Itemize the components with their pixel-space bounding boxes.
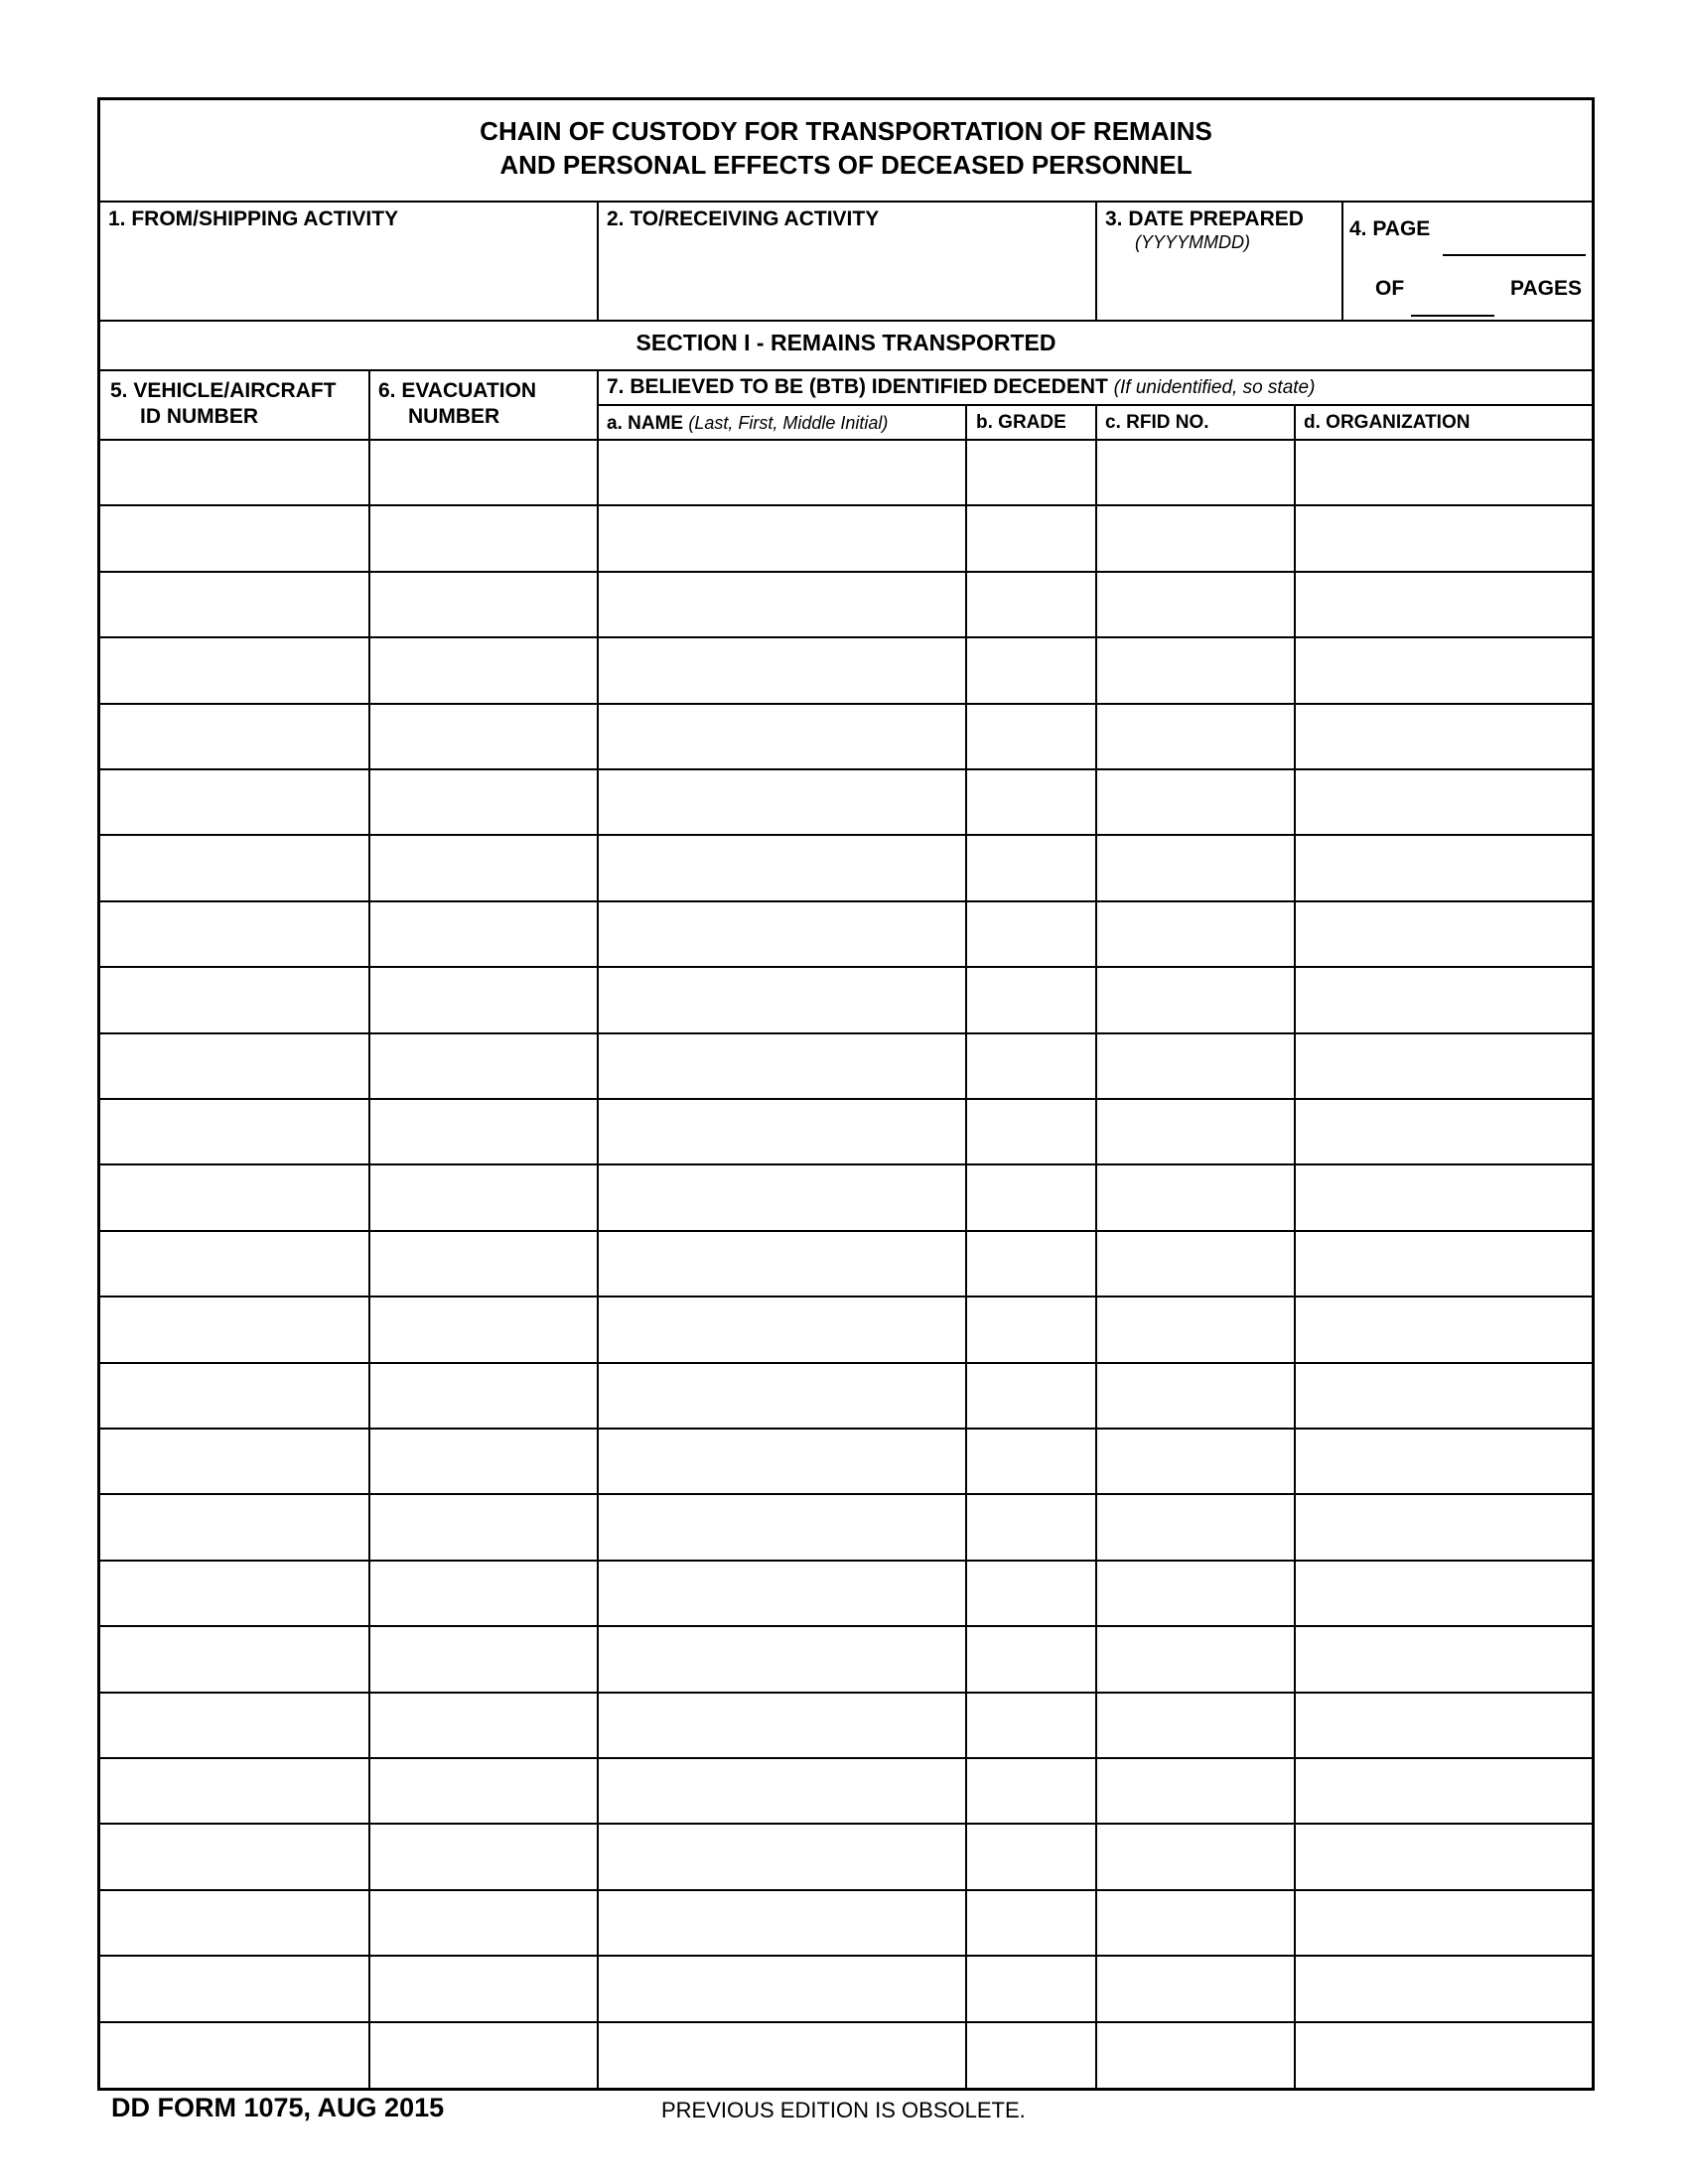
grade-cell[interactable] bbox=[967, 836, 1095, 899]
vehicle-aircraft-id-cell[interactable] bbox=[100, 902, 368, 966]
vehicle-aircraft-id-cell[interactable] bbox=[100, 1364, 368, 1428]
from-shipping-activity-field[interactable] bbox=[100, 203, 597, 320]
vehicle-aircraft-id-cell[interactable] bbox=[100, 968, 368, 1031]
grade-cell[interactable] bbox=[967, 1957, 1095, 2020]
divider bbox=[100, 369, 1592, 371]
of-label: OF bbox=[1375, 277, 1405, 300]
evacuation-number-cell[interactable] bbox=[370, 1100, 597, 1163]
evacuation-number-cell[interactable] bbox=[370, 836, 597, 899]
evacuation-number-header-line2: NUMBER bbox=[408, 405, 500, 428]
to-receiving-activity-field[interactable] bbox=[599, 203, 1095, 320]
table-row bbox=[100, 770, 1592, 834]
organization-cell[interactable] bbox=[1296, 705, 1592, 768]
table-row bbox=[100, 441, 1592, 504]
decedent-name-cell[interactable] bbox=[599, 1034, 965, 1098]
form-frame bbox=[97, 97, 1595, 2091]
rfid-number-cell[interactable] bbox=[1097, 573, 1294, 636]
rfid-number-cell[interactable] bbox=[1097, 1891, 1294, 1955]
divider bbox=[100, 320, 1592, 322]
organization-cell[interactable] bbox=[1296, 1891, 1592, 1955]
organization-column-header: d. ORGANIZATION bbox=[1304, 412, 1471, 433]
name-column-header bbox=[607, 410, 888, 437]
decedent-name-cell[interactable] bbox=[599, 638, 965, 702]
table-row bbox=[100, 1495, 1592, 1559]
grade-cell[interactable] bbox=[967, 1430, 1095, 1493]
organization-cell[interactable] bbox=[1296, 1165, 1592, 1229]
table-row bbox=[100, 1825, 1592, 1888]
grade-cell[interactable] bbox=[967, 1165, 1095, 1229]
vehicle-aircraft-id-cell[interactable] bbox=[100, 506, 368, 570]
vehicle-aircraft-id-cell[interactable] bbox=[100, 2023, 368, 2087]
organization-cell[interactable] bbox=[1296, 770, 1592, 834]
evacuation-number-cell[interactable] bbox=[370, 902, 597, 966]
rfid-number-cell[interactable] bbox=[1097, 1495, 1294, 1559]
decedent-name-cell[interactable] bbox=[599, 902, 965, 966]
decedent-name-cell[interactable] bbox=[599, 2023, 965, 2087]
grade-cell[interactable] bbox=[967, 573, 1095, 636]
form-title-line1: CHAIN OF CUSTODY FOR TRANSPORTATION OF REMAINS bbox=[480, 116, 1212, 146]
vehicle-aircraft-id-cell[interactable] bbox=[100, 1759, 368, 1823]
rfid-number-cell[interactable] bbox=[1097, 902, 1294, 966]
rfid-number-cell[interactable] bbox=[1097, 1825, 1294, 1888]
vehicle-aircraft-id-cell[interactable] bbox=[100, 1430, 368, 1493]
form-id: DD FORM 1075, AUG 2015 bbox=[111, 2093, 445, 2122]
table-row bbox=[100, 2023, 1592, 2087]
organization-cell[interactable] bbox=[1296, 1759, 1592, 1823]
grade-cell[interactable] bbox=[967, 1694, 1095, 1757]
evacuation-number-cell[interactable] bbox=[370, 1694, 597, 1757]
decedent-name-cell[interactable] bbox=[599, 1495, 965, 1559]
table-row bbox=[100, 1364, 1592, 1428]
decedent-name-cell[interactable] bbox=[599, 1891, 965, 1955]
grade-cell[interactable] bbox=[967, 1364, 1095, 1428]
table-row bbox=[100, 1694, 1592, 1757]
rfid-number-cell[interactable] bbox=[1097, 506, 1294, 570]
table-row bbox=[100, 836, 1592, 899]
grade-cell[interactable] bbox=[967, 638, 1095, 702]
to-receiving-activity-label: 2. TO/RECEIVING ACTIVITY bbox=[607, 207, 880, 230]
name-column-label: a. NAME bbox=[607, 413, 684, 434]
organization-cell[interactable] bbox=[1296, 968, 1592, 1031]
rfid-column-header: c. RFID NO. bbox=[1105, 412, 1209, 433]
rfid-number-cell[interactable] bbox=[1097, 836, 1294, 899]
rfid-number-cell[interactable] bbox=[1097, 1562, 1294, 1625]
table-row bbox=[100, 1430, 1592, 1493]
decedent-name-cell[interactable] bbox=[599, 1165, 965, 1229]
evacuation-number-cell[interactable] bbox=[370, 1891, 597, 1955]
rfid-number-cell[interactable] bbox=[1097, 1627, 1294, 1691]
decedent-name-cell[interactable] bbox=[599, 1694, 965, 1757]
rfid-number-cell[interactable] bbox=[1097, 1232, 1294, 1296]
page-number-line[interactable] bbox=[1443, 254, 1586, 256]
organization-cell[interactable] bbox=[1296, 573, 1592, 636]
section-1-title: SECTION I - REMAINS TRANSPORTED bbox=[635, 330, 1056, 355]
decedent-name-cell[interactable] bbox=[599, 1759, 965, 1823]
vehicle-aircraft-id-cell[interactable] bbox=[100, 836, 368, 899]
evacuation-number-cell[interactable] bbox=[370, 1627, 597, 1691]
decedent-name-cell[interactable] bbox=[599, 1297, 965, 1361]
vehicle-aircraft-id-cell[interactable] bbox=[100, 441, 368, 504]
table-row bbox=[100, 1232, 1592, 1296]
table-row bbox=[100, 1034, 1592, 1098]
organization-cell[interactable] bbox=[1296, 1430, 1592, 1493]
organization-cell[interactable] bbox=[1296, 1495, 1592, 1559]
vehicle-aircraft-id-cell[interactable] bbox=[100, 770, 368, 834]
grade-cell[interactable] bbox=[967, 1627, 1095, 1691]
evacuation-number-cell[interactable] bbox=[370, 2023, 597, 2087]
organization-cell[interactable] bbox=[1296, 902, 1592, 966]
pages-label: PAGES bbox=[1510, 277, 1582, 300]
organization-cell[interactable] bbox=[1296, 1100, 1592, 1163]
table-row bbox=[100, 1165, 1592, 1229]
btb-decedent-title: 7. BELIEVED TO BE (BTB) IDENTIFIED DECEDENT bbox=[607, 375, 1108, 398]
evacuation-number-cell[interactable] bbox=[370, 1165, 597, 1229]
decedent-name-cell[interactable] bbox=[599, 1957, 965, 2020]
vehicle-aircraft-id-cell[interactable] bbox=[100, 1694, 368, 1757]
table-row bbox=[100, 1759, 1592, 1823]
rfid-number-cell[interactable] bbox=[1097, 770, 1294, 834]
table-row bbox=[100, 638, 1592, 702]
vehicle-aircraft-id-cell[interactable] bbox=[100, 1627, 368, 1691]
grade-cell[interactable] bbox=[967, 1232, 1095, 1296]
table-row bbox=[100, 1891, 1592, 1955]
date-prepared-label: 3. DATE PREPARED bbox=[1105, 207, 1304, 230]
evacuation-number-cell[interactable] bbox=[370, 573, 597, 636]
evacuation-number-cell[interactable] bbox=[370, 1364, 597, 1428]
organization-cell[interactable] bbox=[1296, 1297, 1592, 1361]
organization-cell[interactable] bbox=[1296, 1694, 1592, 1757]
rfid-number-cell[interactable] bbox=[1097, 1694, 1294, 1757]
evacuation-number-cell[interactable] bbox=[370, 705, 597, 768]
rfid-number-cell[interactable] bbox=[1097, 1100, 1294, 1163]
evacuation-number-cell[interactable] bbox=[370, 1034, 597, 1098]
grade-cell[interactable] bbox=[967, 968, 1095, 1031]
decedent-name-cell[interactable] bbox=[599, 705, 965, 768]
decedent-name-cell[interactable] bbox=[599, 770, 965, 834]
evacuation-number-cell[interactable] bbox=[370, 1232, 597, 1296]
evacuation-number-cell[interactable] bbox=[370, 1297, 597, 1361]
grade-cell[interactable] bbox=[967, 1034, 1095, 1098]
vehicle-aircraft-id-cell[interactable] bbox=[100, 638, 368, 702]
grade-cell[interactable] bbox=[967, 705, 1095, 768]
evacuation-number-cell[interactable] bbox=[370, 1825, 597, 1888]
table-row bbox=[100, 968, 1592, 1031]
table-row bbox=[100, 1627, 1592, 1691]
name-column-hint: (Last, First, Middle Initial) bbox=[688, 413, 889, 433]
grade-cell[interactable] bbox=[967, 506, 1095, 570]
grade-cell[interactable] bbox=[967, 770, 1095, 834]
vehicle-aircraft-id-cell[interactable] bbox=[100, 1297, 368, 1361]
table-row bbox=[100, 1297, 1592, 1361]
rfid-number-cell[interactable] bbox=[1097, 1297, 1294, 1361]
vehicle-aircraft-id-cell[interactable] bbox=[100, 1232, 368, 1296]
rfid-number-cell[interactable] bbox=[1097, 638, 1294, 702]
vehicle-aircraft-header-line1: 5. VEHICLE/AIRCRAFT bbox=[110, 379, 337, 402]
decedent-name-cell[interactable] bbox=[599, 1562, 965, 1625]
vehicle-aircraft-id-cell[interactable] bbox=[100, 573, 368, 636]
btb-decedent-note: (If unidentified, so state) bbox=[1113, 377, 1316, 398]
date-format-hint: (YYYYMMDD) bbox=[1135, 232, 1250, 252]
evacuation-number-cell[interactable] bbox=[370, 1495, 597, 1559]
vehicle-aircraft-header-line2: ID NUMBER bbox=[140, 405, 258, 428]
total-pages-line[interactable] bbox=[1411, 315, 1494, 317]
page-label: 4. PAGE bbox=[1349, 217, 1431, 240]
organization-cell[interactable] bbox=[1296, 1627, 1592, 1691]
decedent-name-cell[interactable] bbox=[599, 573, 965, 636]
evacuation-number-cell[interactable] bbox=[370, 638, 597, 702]
grade-cell[interactable] bbox=[967, 1297, 1095, 1361]
organization-cell[interactable] bbox=[1296, 1957, 1592, 2020]
grade-cell[interactable] bbox=[967, 1891, 1095, 1955]
rfid-number-cell[interactable] bbox=[1097, 1759, 1294, 1823]
organization-cell[interactable] bbox=[1296, 1034, 1592, 1098]
vehicle-aircraft-id-cell[interactable] bbox=[100, 1495, 368, 1559]
date-prepared-field[interactable] bbox=[1097, 203, 1341, 320]
decedent-name-cell[interactable] bbox=[599, 1364, 965, 1428]
grade-cell[interactable] bbox=[967, 441, 1095, 504]
evacuation-number-cell[interactable] bbox=[370, 968, 597, 1031]
organization-cell[interactable] bbox=[1296, 1364, 1592, 1428]
rfid-number-cell[interactable] bbox=[1097, 1034, 1294, 1098]
rfid-number-cell[interactable] bbox=[1097, 968, 1294, 1031]
vehicle-aircraft-id-cell[interactable] bbox=[100, 1034, 368, 1098]
page-of-pages-field bbox=[1343, 203, 1592, 320]
table-row bbox=[100, 902, 1592, 966]
rfid-number-cell[interactable] bbox=[1097, 1957, 1294, 2020]
evacuation-number-cell[interactable] bbox=[370, 441, 597, 504]
evacuation-number-cell[interactable] bbox=[370, 1957, 597, 2020]
vehicle-aircraft-id-cell[interactable] bbox=[100, 1891, 368, 1955]
organization-cell[interactable] bbox=[1296, 2023, 1592, 2087]
organization-cell[interactable] bbox=[1296, 1825, 1592, 1888]
decedent-name-cell[interactable] bbox=[599, 836, 965, 899]
table-row bbox=[100, 506, 1592, 570]
grade-cell[interactable] bbox=[967, 1759, 1095, 1823]
vehicle-aircraft-id-cell[interactable] bbox=[100, 1957, 368, 2020]
decedent-name-cell[interactable] bbox=[599, 506, 965, 570]
decedent-name-cell[interactable] bbox=[599, 441, 965, 504]
btb-decedent-header bbox=[607, 374, 1315, 401]
organization-cell[interactable] bbox=[1296, 638, 1592, 702]
organization-cell[interactable] bbox=[1296, 1562, 1592, 1625]
organization-cell[interactable] bbox=[1296, 836, 1592, 899]
decedent-name-cell[interactable] bbox=[599, 1100, 965, 1163]
vehicle-aircraft-id-cell[interactable] bbox=[100, 1562, 368, 1625]
obsolete-notice: PREVIOUS EDITION IS OBSOLETE. bbox=[661, 2098, 1026, 2122]
rfid-number-cell[interactable] bbox=[1097, 705, 1294, 768]
rfid-number-cell[interactable] bbox=[1097, 2023, 1294, 2087]
rfid-number-cell[interactable] bbox=[1097, 1364, 1294, 1428]
table-row bbox=[100, 705, 1592, 768]
grade-cell[interactable] bbox=[967, 1562, 1095, 1625]
table-row bbox=[100, 1957, 1592, 2020]
rfid-number-cell[interactable] bbox=[1097, 1430, 1294, 1493]
decedent-name-cell[interactable] bbox=[599, 1825, 965, 1888]
vehicle-aircraft-id-cell[interactable] bbox=[100, 705, 368, 768]
form-title-line2: AND PERSONAL EFFECTS OF DECEASED PERSONNEL bbox=[499, 150, 1193, 180]
evacuation-number-cell[interactable] bbox=[370, 1562, 597, 1625]
table-row bbox=[100, 1562, 1592, 1625]
rfid-number-cell[interactable] bbox=[1097, 1165, 1294, 1229]
table-row bbox=[100, 573, 1592, 636]
evacuation-number-cell[interactable] bbox=[370, 506, 597, 570]
evacuation-number-cell[interactable] bbox=[370, 1430, 597, 1493]
grade-cell[interactable] bbox=[967, 2023, 1095, 2087]
vehicle-aircraft-id-cell[interactable] bbox=[100, 1165, 368, 1229]
grade-cell[interactable] bbox=[967, 1100, 1095, 1163]
from-shipping-activity-label: 1. FROM/SHIPPING ACTIVITY bbox=[108, 207, 399, 230]
decedent-name-cell[interactable] bbox=[599, 1232, 965, 1296]
evacuation-number-cell[interactable] bbox=[370, 1759, 597, 1823]
organization-cell[interactable] bbox=[1296, 441, 1592, 504]
vehicle-aircraft-id-cell[interactable] bbox=[100, 1100, 368, 1163]
rfid-number-cell[interactable] bbox=[1097, 441, 1294, 504]
vehicle-aircraft-id-cell[interactable] bbox=[100, 1825, 368, 1888]
evacuation-number-header-line1: 6. EVACUATION bbox=[378, 379, 537, 402]
table-row bbox=[100, 1100, 1592, 1163]
decedent-name-cell[interactable] bbox=[599, 1430, 965, 1493]
evacuation-number-cell[interactable] bbox=[370, 770, 597, 834]
decedent-name-cell[interactable] bbox=[599, 968, 965, 1031]
grade-cell[interactable] bbox=[967, 1495, 1095, 1559]
organization-cell[interactable] bbox=[1296, 506, 1592, 570]
grade-cell[interactable] bbox=[967, 902, 1095, 966]
decedent-name-cell[interactable] bbox=[599, 1627, 965, 1691]
organization-cell[interactable] bbox=[1296, 1232, 1592, 1296]
grade-cell[interactable] bbox=[967, 1825, 1095, 1888]
grade-column-header: b. GRADE bbox=[976, 412, 1066, 433]
